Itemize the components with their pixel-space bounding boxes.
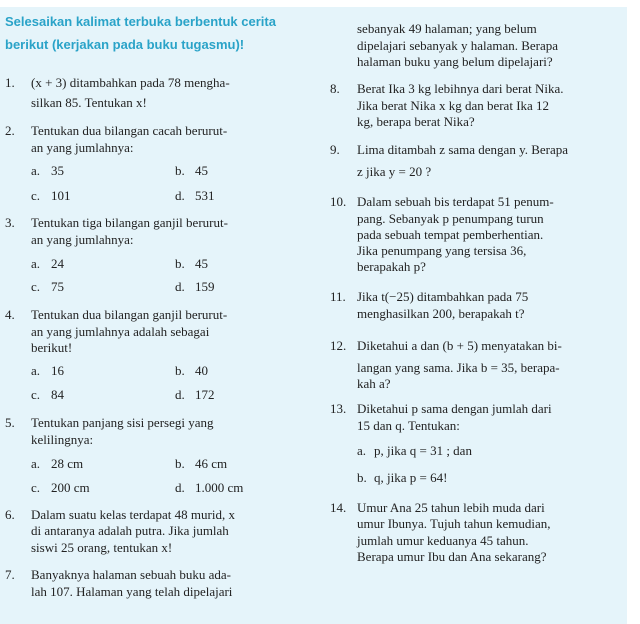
option-value: 200 cm [51, 480, 90, 495]
option-label: a. [31, 256, 41, 271]
question-text-line: an yang jumlahnya: [31, 232, 134, 247]
question-text-line: Jika t(−25) ditambahkan pada 75 [357, 289, 529, 304]
option-label: a. [31, 163, 41, 178]
option-value: q, jika p = 64! [374, 470, 448, 485]
question-text-line: Tentukan panjang sisi persegi yang [31, 415, 214, 430]
question-text-line: silkan 85. Tentukan x! [31, 95, 147, 110]
question-text-line: Lima ditambah z sama dengan y. Berapa [357, 142, 569, 157]
question-text-line: berapakah p? [357, 259, 426, 274]
option-label: b. [357, 470, 367, 485]
option-label: b. [175, 163, 185, 178]
question-number: 1. [5, 75, 15, 90]
question-number: 5. [5, 415, 15, 430]
option-label: d. [175, 279, 185, 294]
option-label: d. [175, 387, 185, 402]
option-label: a. [31, 363, 41, 378]
question-text-line: umur Ibunya. Tujuh tahun kemudian, [357, 516, 551, 531]
question-text-line: 15 dan q. Tentukan: [357, 418, 460, 433]
option-value: p, jika q = 31 ; dan [374, 443, 472, 458]
question-text-line: langan yang sama. Jika b = 35, berapa- [357, 360, 560, 375]
option-label: c. [31, 279, 41, 294]
question-text-line: Diketahui a dan (b + 5) menyatakan bi- [357, 338, 562, 353]
question-text-line: Berat Ika 3 kg lebihnya dari berat Nika. [357, 81, 564, 96]
question-number: 14. [330, 500, 347, 515]
option-value: 45 [195, 163, 208, 178]
option-value: 46 cm [195, 456, 228, 471]
question-text-line: lah 107. Halaman yang telah dipelajari [31, 584, 233, 599]
option-value: 24 [51, 256, 64, 271]
question-number: 12. [330, 338, 347, 353]
question-number: 8. [330, 81, 340, 96]
instruction-heading-line: Selesaikan kalimat terbuka berbentuk cerita [5, 14, 276, 29]
option-label: a. [31, 456, 41, 471]
question-text-line: an yang jumlahnya: [31, 140, 134, 155]
question-text-line: dipelajari sebanyak y halaman. Berapa [357, 38, 559, 53]
question-text-line: Tentukan dua bilangan cacah berurut- [31, 123, 228, 138]
question-text-line: Jika penumpang yang tersisa 36, [357, 243, 527, 258]
option-value: 172 [195, 387, 215, 402]
option-value: 531 [195, 188, 215, 203]
question-number: 10. [330, 194, 347, 209]
question-text-line: kg, berapa berat Nika? [357, 114, 475, 129]
option-value: 1.000 cm [195, 480, 244, 495]
question-text-line: jumlah umur keduanya 45 tahun. [357, 533, 529, 548]
question-number: 4. [5, 307, 15, 322]
question-number: 9. [330, 142, 340, 157]
option-value: 45 [195, 256, 208, 271]
question-text-line: pada sebuah tempat pemberhentian. [357, 227, 544, 242]
option-value: 40 [195, 363, 208, 378]
question-number: 7. [5, 567, 15, 582]
option-label: c. [31, 387, 41, 402]
question-text-line: pang. Sebanyak p penumpang turun [357, 211, 544, 226]
option-label: b. [175, 256, 185, 271]
question-number: 3. [5, 215, 15, 230]
option-label: c. [31, 480, 41, 495]
question-text-line: z jika y = 20 ? [357, 164, 432, 179]
question-text-line: siswi 25 orang, tentukan x! [31, 540, 173, 555]
question-text-line: Umur Ana 25 tahun lebih muda dari [357, 500, 545, 515]
question-number: 2. [5, 123, 15, 138]
question-text-line: Dalam suatu kelas terdapat 48 murid, x [31, 507, 235, 522]
question-number: 11. [330, 289, 346, 304]
question-number: 6. [5, 507, 15, 522]
question-text-line: (x + 3) ditambahkan pada 78 mengha- [31, 75, 230, 90]
question-text-line: an yang jumlahnya adalah sebagai [31, 324, 210, 339]
question-text-line: menghasilkan 200, berapakah t? [357, 306, 525, 321]
question-text-line: Banyaknya halaman sebuah buku ada- [31, 567, 231, 582]
option-label: d. [175, 188, 185, 203]
question-text-line: halaman buku yang belum dipelajari? [357, 54, 553, 69]
question-number: 13. [330, 401, 347, 416]
question-text-line: Tentukan dua bilangan ganjil berurut- [31, 307, 228, 322]
option-label: b. [175, 363, 185, 378]
question-text-line: Dalam sebuah bis terdapat 51 penum- [357, 194, 554, 209]
option-label: b. [175, 456, 185, 471]
question-text-line: Berapa umur Ibu dan Ana sekarang? [357, 549, 547, 564]
question-text-line: kelilingnya: [31, 432, 94, 447]
option-label: a. [357, 443, 367, 458]
option-value: 16 [51, 363, 64, 378]
option-value: 159 [195, 279, 215, 294]
instruction-heading-line: berikut (kerjakan pada buku tugasmu)! [5, 37, 245, 52]
question-text-line: Diketahui p sama dengan jumlah dari [357, 401, 552, 416]
option-label: d. [175, 480, 185, 495]
question-text-line: Tentukan tiga bilangan ganjil berurut- [31, 215, 228, 230]
question-text-line: di antaranya adalah putra. Jika jumlah [31, 523, 229, 538]
option-value: 84 [51, 387, 64, 402]
option-value: 75 [51, 279, 64, 294]
option-label: c. [31, 188, 41, 203]
question-text-line: kah a? [357, 376, 391, 391]
option-value: 35 [51, 163, 64, 178]
question-text-line: berikut! [31, 340, 73, 355]
option-value: 28 cm [51, 456, 84, 471]
option-value: 101 [51, 188, 71, 203]
question-text-line: sebanyak 49 halaman; yang belum [357, 21, 537, 36]
question-text-line: Jika berat Nika x kg dan berat Ika 12 [357, 98, 550, 113]
